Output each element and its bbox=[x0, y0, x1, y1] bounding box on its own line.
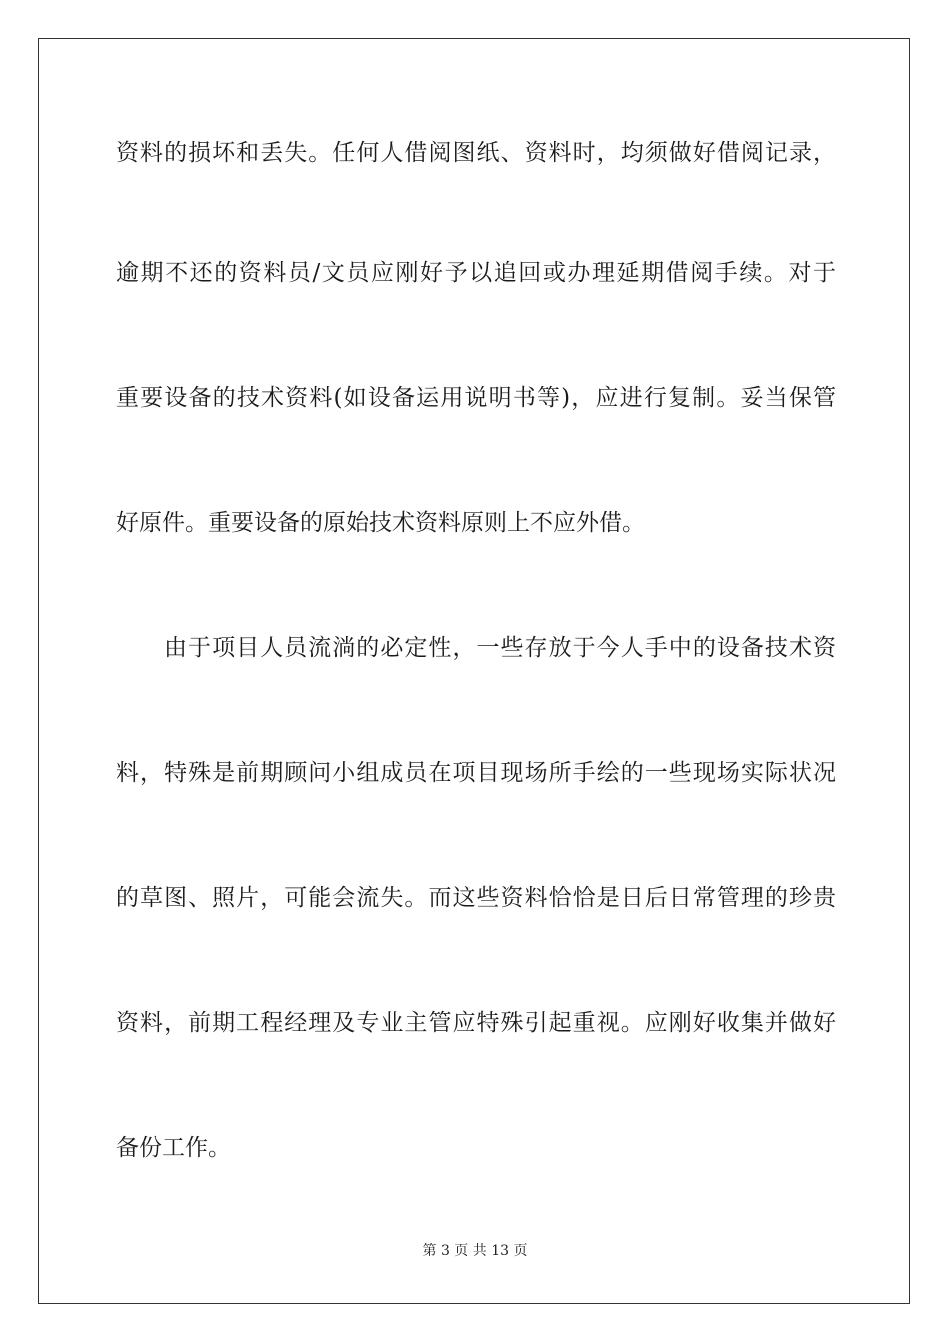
page-number-footer: 第 3 页 共 13 页 bbox=[422, 1243, 528, 1259]
body-line-4: 好原件。重要设备的原始技术资料原则上不应外借。 bbox=[116, 510, 645, 536]
body-line-6: 料，特殊是前期顾问小组成员在项目现场所手绘的一些现场实际状况 bbox=[116, 760, 836, 786]
body-line-5: 由于项目人员流淌的必定性，一些存放于今人手中的设备技术资 bbox=[164, 635, 836, 661]
page-border bbox=[38, 38, 910, 1304]
body-line-7: 的草图、照片，可能会流失。而这些资料恰恰是日后日常管理的珍贵 bbox=[116, 885, 836, 911]
body-line-1: 资料的损坏和丢失。任何人借阅图纸、资料时，均须做好借阅记录， bbox=[116, 140, 836, 166]
body-line-3: 重要设备的技术资料(如设备运用说明书等)，应进行复制。妥当保管 bbox=[116, 385, 836, 411]
body-line-8: 资料，前期工程经理及专业主管应特殊引起重视。应刚好收集并做好 bbox=[116, 1010, 836, 1036]
body-line-2: 逾期不还的资料员/文员应刚好予以追回或办理延期借阅手续。对于 bbox=[116, 260, 836, 286]
body-line-9: 备份工作。 bbox=[116, 1135, 231, 1161]
